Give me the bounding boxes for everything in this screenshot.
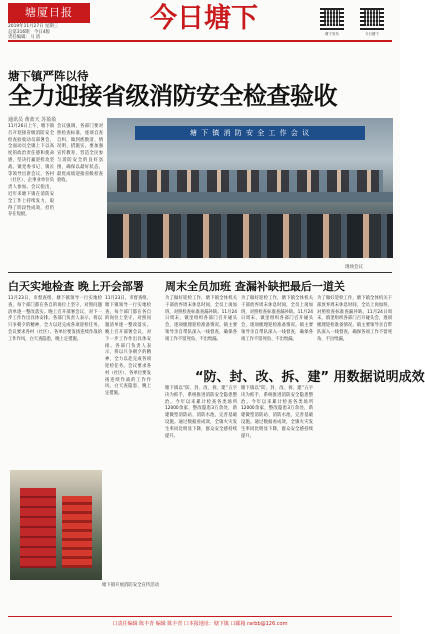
page-footer: 口责任编辑 陈丰青 编辑 陈丰青 口本报地址：塘下镇 口邮箱 rarbb@126.com	[112, 621, 288, 627]
lead-photo-caption: 现场会议	[345, 265, 363, 270]
lead-headline: 全力迎接省级消防安全检查验收	[8, 82, 337, 110]
section-title: 今日塘下	[150, 3, 258, 34]
masthead-meta	[8, 24, 128, 41]
footer-divider	[8, 616, 392, 617]
small-photo-caption: 塘下镇开展消防安全宣传活动	[102, 583, 160, 588]
masthead-divider	[8, 40, 392, 42]
left-section-title: 白天实地检查 晚上开会部署	[8, 280, 144, 293]
fire-extinguisher-photo	[10, 470, 102, 580]
qr-caption: 塘下发布	[325, 32, 339, 36]
lead-photo	[107, 118, 393, 258]
left-section-body: 11月23日，市督查组、塘下镇领导一行实地检查，每个部门都在各自的岗位上坚守，对照问题清单逐一整改落实。晚上召开部署会议，对下一步工作作出具体安排。各部门负责人表示，将以只争朝夕的精神，全力以赴完成各项迎检任务。会议要求各村（社区）、各单位要发扬连续作战的工作作风，白天查隐患，晚上定措施。	[8, 296, 102, 342]
lead-kicker: 塘下镇严阵以待	[8, 69, 89, 83]
right-section-title: 周末全员加班 查漏补缺把最后一道关	[165, 280, 345, 293]
issue-date: 2019年11月27日 星期三	[8, 24, 59, 29]
lead-column-2: 会议强调，各部门要对照检查标准，逐项自查自纠，做到底数清、情况明、措施实。要加强宣传教育，营造全民参与消防安全的良好氛围，确保以最好状态、最优成绩迎接省级检查验收。	[57, 124, 103, 184]
qr-code-icon	[360, 6, 384, 30]
center-section-body-2: 塘下镇以“防、封、改、拆、建”五字诀为抓手，系统推进消防安全隐患整治。今年以来累计检查各类场所12000余家，整改隐患3万余处，新建微型消防站、消防水池，完善基础设施。通过数据看成效，全镇火灾发生率同比明显下降，群众安全感持续提升。	[241, 386, 313, 439]
right-section-body-3: 为了做好迎检工作，塘下镇全体机关干部放弃周末休息时间，全员上岗加班，对照检查标准查漏补缺。11月24日周末，镇里组织各部门召开碰头会，逐项梳理迎检准备情况。镇主要领导亲自带队深入一线督查，确保各项工作不留死角、不出纰漏。	[317, 296, 392, 342]
issue-editor: 责任编辑：马 清	[8, 35, 41, 40]
right-section-body-2: 为了做好迎检工作，塘下镇全体机关干部放弃周末休息时间，全员上岗加班，对照检查标准查漏补缺。11月24日周末，镇里组织各部门召开碰头会，逐项梳理迎检准备情况。镇主要领导亲自带队深入一线督查，确保各项工作不留死角、不出纰漏。	[241, 296, 313, 342]
lead-column-1: 11月26日上午，塘下镇召开迎接省级消防安全检查验收动员部署会，全面动员全镇上下以高度的政治责任感和使命感，坚决打赢迎检攻坚战。镇党委书记、镇长等领导出席会议，各村（社区）、企事业单位负责人参加。会议指出，近年来塘下镇在消防安全工作上持续发力，取得了阶段性成效，但仍存在短板。	[8, 124, 54, 218]
lead-byline: 通讯员 黄蓝天 苏盈盈	[8, 117, 57, 123]
masthead	[0, 0, 400, 42]
newspaper-logo: 塘厦日报	[8, 3, 90, 23]
issue-edition: 总第316期 今日4版	[8, 29, 50, 35]
qr-caption: 今日塘下	[365, 32, 379, 36]
left-section-body-2: 11月23日，市督查组、塘下镇领导一行实地检查，每个部门都在各自的岗位上坚守，对照问题清单逐一整改落实。晚上召开部署会议，对下一步工作作出具体安排。各部门负责人表示，将以只争朝夕的精神，全力以赴完成各项迎检任务。会议要求各村（社区）、各单位要发扬连续作战的工作作风，白天查隐患，晚上定措施。	[105, 296, 151, 397]
qr-code-icon	[320, 6, 344, 30]
center-section-body-1: 塘下镇以“防、封、改、拆、建”五字诀为抓手，系统推进消防安全隐患整治。今年以来累计检查各类场所12000余家，整改隐患3万余处，新建微型消防站、消防水池，完善基础设施。通过数据看成效，全镇火灾发生率同比明显下降，群众安全感持续提升。	[165, 386, 237, 439]
photo-banner: 塘 下 镇 消 防 安 全 工 作 会 议	[135, 126, 365, 140]
right-section-body-1: 为了做好迎检工作，塘下镇全体机关干部放弃周末休息时间，全员上岗加班，对照检查标准查漏补缺。11月24日周末，镇里组织各部门召开碰头会，逐项梳理迎检准备情况。镇主要领导亲自带队深入一线督查，确保各项工作不留死角、不出纰漏。	[165, 296, 237, 342]
center-section-title: “防、封、改、拆、建” 用数据说明成效	[195, 370, 425, 385]
